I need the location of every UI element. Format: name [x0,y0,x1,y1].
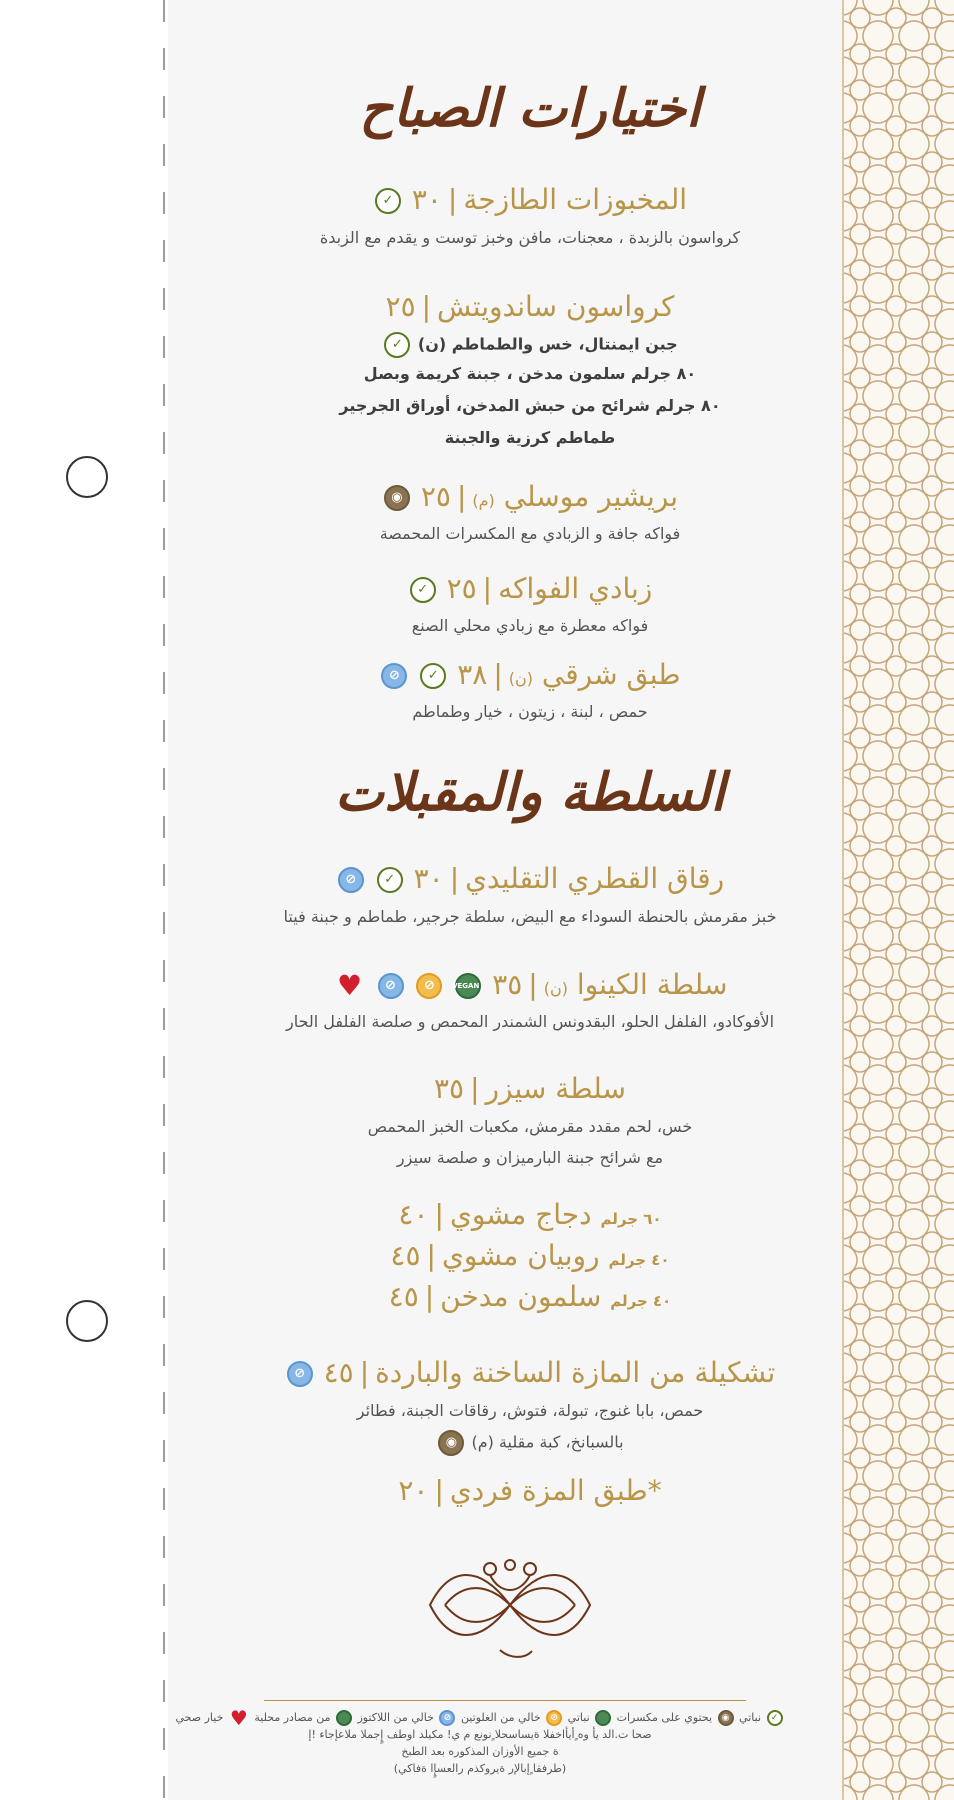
legend-note: صحا ت.الد يأ وه ٍأيأاخفلا ةيساسحلا ٍنونع م ي! مكيلد اوطف إٍجملا ملاعإجاء !إ [308,1728,652,1741]
binder-hole-top [66,456,108,498]
vegetarian-icon: ✓ [384,332,410,358]
add-on-item: ٤٠ جرلم سلمون مدخن|٤٥ [388,1280,672,1313]
menu-item-title: كرواسون ساندويتش|٢٥ [385,290,675,323]
lactose-free-icon: ⊘ [287,1361,313,1387]
legend-note: ة جميع الأوزان المذكوره بعد الطبخ [401,1745,559,1758]
vegetarian-icon: ✓ [767,1710,783,1726]
nut-icon: ◉ [384,485,410,511]
menu-item-description: بالسبانخ، كبة مقلية (م) ◉ [230,1430,830,1456]
vegetarian-icon: ✓ [410,577,436,603]
menu-item-title: سلطة الكينوا (ن)|٣٥ VEGAN ⊘ ⊘ ♥ [230,968,830,1001]
breakfast-section-title: اختيارات الصباح [359,78,701,139]
legend-note: (طرفقا ٍإبالإر ةيروكذم رالعسإٍا ةفاكي) [393,1762,567,1775]
menu-item-description: حمص، بابا غنوج، تبولة، فتوش، رقاقات الجبنة، فطائر [356,1401,704,1420]
footer-divider [264,1700,746,1701]
menu-item-option: ٨٠ جرلم سلمون مدخن ، جبنة كريمة وبصل [363,364,697,383]
add-on-item: ٤٠ جرلم روبيان مشوي|٤٥ [390,1239,670,1272]
menu-item-description: خبز مقرمش بالحنطة السوداء مع البيض، سلطة جرجير، طماطم و جبنة فيتا [283,907,777,926]
menu-item-description: حمص ، لبنة ، زيتون ، خيار وطماطم [412,702,648,721]
vegan-icon [595,1710,611,1726]
healthy-heart-icon: ♥ [337,969,363,1002]
menu-item-title: رقاق القطري التقليدي|٣٠ ✓ ⊘ [230,862,830,895]
pattern-edge [842,0,844,1800]
add-on-item: ٦٠ جرلم دجاج مشوي|٤٠ [398,1198,662,1231]
menu-item-description: مع شرائح جبنة البارميزان و صلصة سيزر [396,1148,664,1167]
menu-item-title: المخبوزات الطازجة|٣٠ ✓ [230,183,830,216]
gluten-free-icon: ⊘ [546,1710,562,1726]
nut-icon: ◉ [438,1430,464,1456]
menu-item-title: زبادي الفواكه|٢٥ ✓ [230,572,830,605]
salads-section-title: السلطة والمقبلات [335,762,725,823]
decorative-pattern-border [842,0,954,1800]
menu-item-title: بريشير موسلي (م)|٢٥ ◉ [230,480,830,513]
menu-item-description: كرواسون بالزبدة ، معجنات، مافن وخبز توست و يقدم مع الزبدة [319,228,741,247]
menu-item-title: تشكيلة من المازة الساخنة والباردة|٤٥ ⊘ [230,1356,830,1389]
menu-item-title: طبق شرقي (ن)|٣٨ ✓ ⊘ [230,658,830,691]
menu-item-description: فواكه جافة و الزبادي مع المكسرات المحمصة [379,524,681,543]
lactose-free-icon: ⊘ [381,663,407,689]
decorative-flourish [420,1555,600,1665]
legend-row: ✓ نباتي ◉ يحتوي على مكسرات نباتي ⊘ خالي من الغلوتين ⊘ خالي من اللاكتوز من مصادر محلية ♥ خيار صحي [170,1710,790,1726]
menu-item-option: طماطم كرزية والجبنة [444,428,616,447]
menu-item-description: الأفوكادو، الفلفل الحلو، البقدونس الشمندر المحمص و صلصة الفلفل الحار [285,1012,775,1031]
binder-margin [0,0,168,1800]
nut-icon: ◉ [718,1710,734,1726]
lactose-free-icon: ⊘ [338,867,364,893]
vegan-icon: VEGAN [455,973,481,999]
menu-item-description: خس، لحم مقدد مقرمش، مكعبات الخبز المحمص [367,1117,693,1136]
menu-item-title: سلطة سيزر|٣٥ [433,1072,626,1105]
lactose-free-icon: ⊘ [378,973,404,999]
menu-item-option: ٨٠ جرلم شرائح من حبش المدخن، أوراق الجرجير [339,396,721,415]
local-source-icon [336,1710,352,1726]
vegetarian-icon: ✓ [375,188,401,214]
gluten-free-icon: ⊘ [416,973,442,999]
mezze-single-plate: *طبق المزة فردي|٢٠ [398,1474,662,1507]
lactose-free-icon: ⊘ [439,1710,455,1726]
vegetarian-icon: ✓ [420,663,446,689]
perforation-line [163,0,165,1800]
menu-item-description: فواكه معطرة مع زبادي محلي الصنع [411,616,649,635]
menu-content [230,0,830,1800]
healthy-heart-icon: ♥ [229,1706,248,1730]
vegetarian-icon: ✓ [377,867,403,893]
menu-item-option: جبن ايمنتال، خس والطماطم (ن) ✓ [230,332,830,358]
binder-hole-bottom [66,1300,108,1342]
